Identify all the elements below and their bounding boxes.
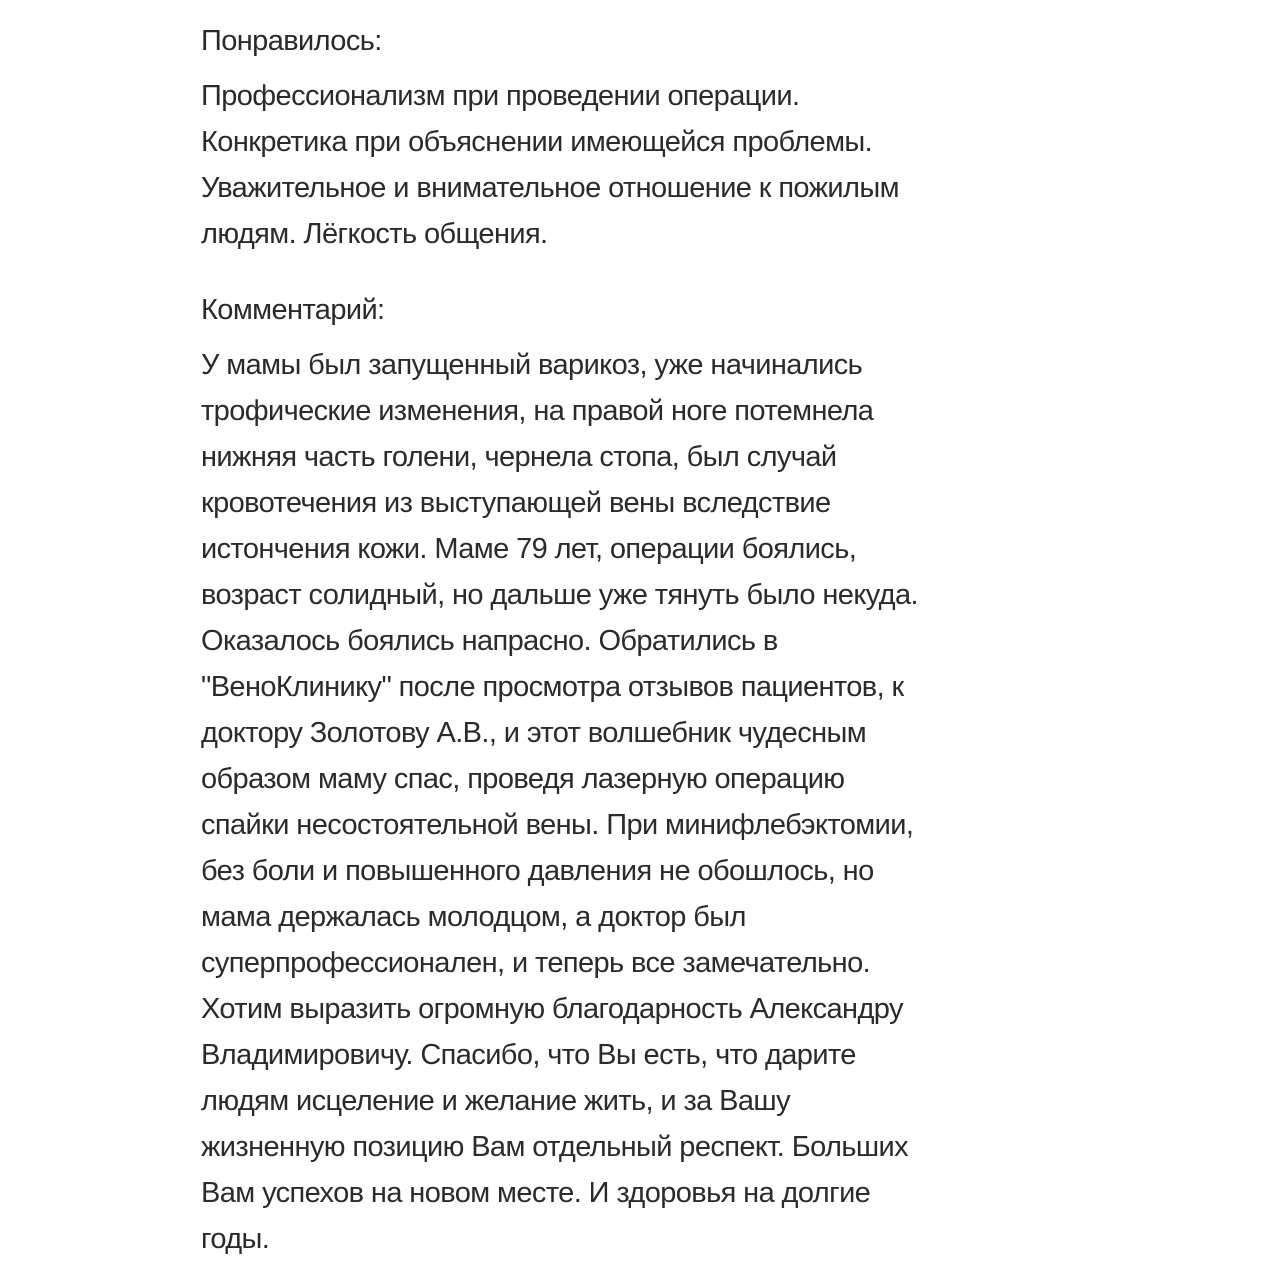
text-line: Хотим выразить огромную благодарность Александру <box>201 993 903 1025</box>
liked-section <box>201 18 1081 257</box>
text-line: трофические изменения, на правой ноге потемнела <box>201 395 874 427</box>
comment-text <box>201 342 1081 1262</box>
liked-heading: Понравилось: <box>201 25 382 57</box>
text-line: Профессионализм при проведении операции. <box>201 80 800 112</box>
text-line: Оказалось боялись напрасно. Обратились в <box>201 625 778 657</box>
text-line: доктору Золотову А.В., и этот волшебник чудесным <box>201 717 867 749</box>
text-line: мама держалась молодцом, а доктор был <box>201 901 746 933</box>
text-line: без боли и повышенного давления не обошлось, но <box>201 855 874 887</box>
text-line: Уважительное и внимательное отношение к пожилым <box>201 172 899 204</box>
text-line: Вам успехов на новом месте. И здоровья на долгие <box>201 1177 871 1209</box>
text-line: возраст солидный, но дальше уже тянуть было некуда. <box>201 579 918 611</box>
text-line: истончения кожи. Маме 79 лет, операции боялись, <box>201 533 857 565</box>
text-line: людям исцеление и желание жить, и за Вашу <box>201 1085 791 1117</box>
text-line: образом маму спас, проведя лазерную операцию <box>201 763 845 795</box>
text-line: У мамы был запущенный варикоз, уже начинались <box>201 349 863 381</box>
liked-text <box>201 73 1081 257</box>
text-line: суперпрофессионален, и теперь все замечательно. <box>201 947 871 979</box>
text-line: жизненную позицию Вам отдельный респект. Больших <box>201 1131 909 1163</box>
comment-heading: Комментарий: <box>201 294 385 326</box>
review-card <box>201 18 1081 1262</box>
text-line: Конкретика при объяснении имеющейся проблемы. <box>201 126 873 158</box>
text-line: "ВеноКлинику" после просмотра отзывов пациентов, к <box>201 671 904 703</box>
text-line: спайки несостоятельной вены. При минифлебэктомии, <box>201 809 914 841</box>
text-line: кровотечения из выступающей вены вследствие <box>201 487 831 519</box>
text-line: людям. Лёгкость общения. <box>201 218 548 250</box>
comment-section <box>201 287 1081 1262</box>
text-line: годы. <box>201 1223 270 1255</box>
text-line: Владимировичу. Спасибо, что Вы есть, что дарите <box>201 1039 856 1071</box>
text-line: нижняя часть голени, чернела стопа, был случай <box>201 441 837 473</box>
